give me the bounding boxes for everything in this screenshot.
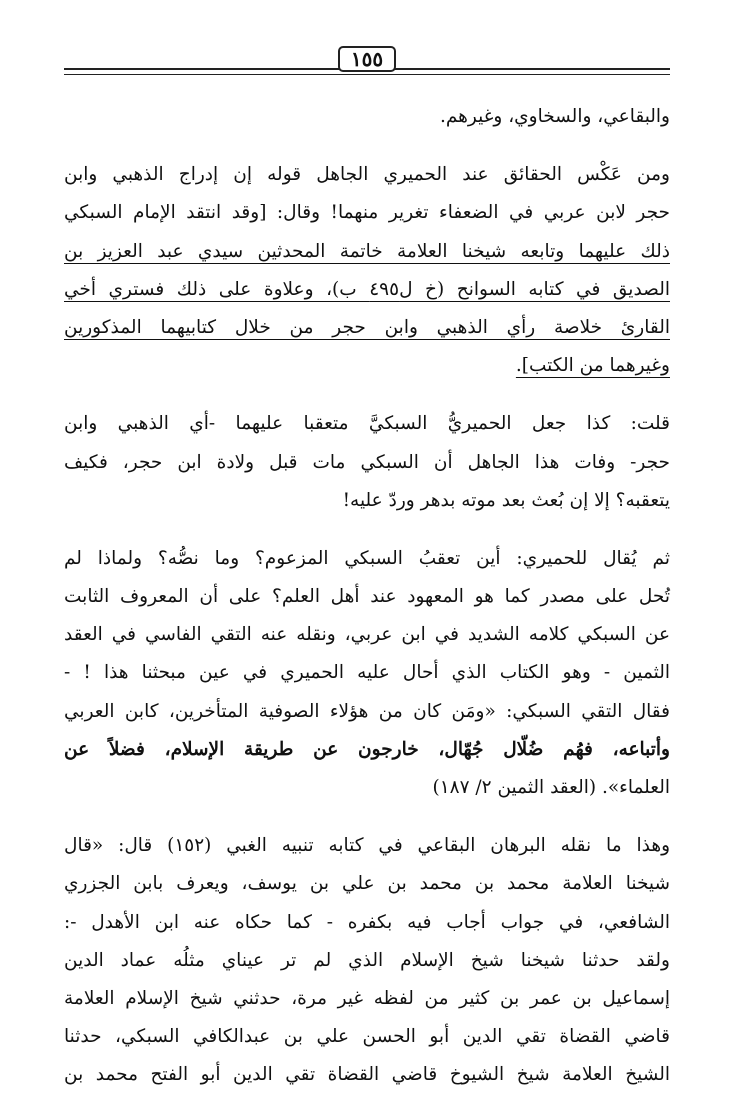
text-line: حجر لابن عربي في الضعفاء تغرير منهما! وقال: [وقد انتقد الإمام السبكي [64, 202, 670, 224]
text-line: الثمين - وهو الكتاب الذي أحال عليه الحميري في عين مبحثنا هذا ! - [64, 662, 670, 684]
text-line: الشافعي، في جواب أجاب فيه بكفره - كما حكاه عنه ابن الأهدل -: [64, 911, 670, 933]
paragraph [64, 827, 670, 1094]
paragraph [64, 540, 670, 807]
text-line: والبقاعي، والسخاوي، وغيرهم. [439, 106, 670, 127]
text-line: ومن عَكْس الحقائق عند الحميري الجاهل قوله إن إدراج الذهبي وابن [64, 164, 670, 186]
text-line: ثم يُقال للحميري: أين تعقبُ السبكي المزعوم؟ وما نصُّه؟ ولماذا لم [64, 547, 670, 569]
text-line: يتعقبه؟ إلا إن بُعث بعد موته بدهر وردّ عليه! [342, 489, 670, 511]
quoted-text-line: ذلك عليهما وتابعه شيخنا العلامة خاتمة المحدثين سيدي عبد العزيز بن [64, 240, 670, 262]
text-line: تُحل على مصدر كما هو المعهود عند أهل العلم؟ على أن المعروف الثابت [64, 586, 670, 608]
text-line: إسماعيل بن عمر بن كثير من لفظه غير مرة، حدثني شيخ الإسلام العلامة [64, 987, 670, 1009]
text-line: قلت: كذا جعل الحميريُّ السبكيَّ متعقبا عليهما -أي الذهبي وابن [64, 413, 670, 435]
text-line: الشيخ العلامة شيخ الشيوخ قاضي القضاة تقي الدين أبو الفتح محمد بن [64, 1064, 670, 1086]
quoted-text-line: القارئ خلاصة رأي الذهبي وابن حجر من خلال كتابيهما المذكورين [64, 316, 670, 338]
text-line: عن السبكي كلامه الشديد في ابن عربي، ونقله عنه التقي الفاسي في العقد [64, 624, 670, 646]
text-line: شيخنا العلامة محمد بن محمد بن علي بن يوسف، ويعرف بابن الجزري [64, 873, 670, 895]
text-line: حجر- وفات هذا الجاهل أن السبكي مات قبل ولادة ابن حجر، فكيف [64, 451, 670, 473]
bold-quote-line: وأتباعه، فهُم ضُلّال جُهّال، خارجون عن طريقة الإسلام، فضلاً عن [64, 738, 670, 760]
text-line: وهذا ما نقله البرهان البقاعي في كتابه تنبيه الغبي (١٥٢) قال: «قال [64, 835, 671, 857]
text-line: العلماء». (العقد الثمين ٢/ ١٨٧) [432, 777, 670, 798]
header-rule-bottom [64, 74, 670, 75]
text-line: فقال التقي السبكي: «ومَن كان من هؤلاء الصوفية المتأخرين، كابن العربي [64, 700, 670, 722]
quoted-text-line: وغيرهما من الكتب]. [515, 355, 670, 377]
text-line: قاضي القضاة تقي الدين أبو الحسن علي بن عبدالكافي السبكي، حدثنا [64, 1026, 670, 1048]
paragraph [64, 405, 670, 520]
page-header [64, 38, 670, 80]
text-line: ولقد حدثنا شيخنا شيخ الإسلام الذي لم تر عيناي مثلُه عماد الدين [64, 949, 670, 971]
page-body [64, 98, 670, 1095]
paragraph [64, 98, 670, 136]
paragraph [64, 156, 670, 385]
page-number: ١٥٥ [338, 46, 396, 72]
quoted-text-line: الصديق في كتابه السوانح (خ ل٤٩٥ ب)، وعلاوة على ذلك فستري أخي [64, 278, 670, 300]
